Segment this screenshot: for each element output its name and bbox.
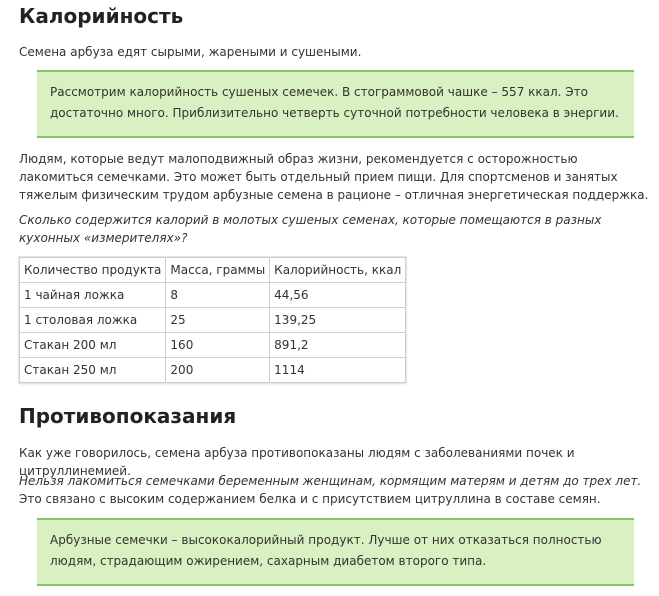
contraindications-note-box <box>37 518 634 586</box>
calories-note-text: Рассмотрим калорийность сушеных семечек. В стограммовой чашке – 557 ккал. Это достаточно много. Приблизительно четверть суточной потребности человека в энергии. <box>50 85 619 120</box>
table-row <box>20 358 406 383</box>
calories-intro: Семена арбуза едят сырыми, жареными и сушеными. <box>19 45 362 59</box>
table-row <box>20 308 406 333</box>
section-title-contraindications: Противопоказания <box>19 404 237 428</box>
calories-table <box>19 257 406 383</box>
table-cell: Стакан 250 мл <box>20 358 166 383</box>
table-cell: 200 <box>166 358 270 383</box>
table-cell: 139,25 <box>270 308 406 333</box>
calories-question: Сколько содержится калорий в молотых сушеных семенах, которые помещаются в разных кухонных «измерителях»? <box>19 213 602 245</box>
table-cell: 891,2 <box>270 333 406 358</box>
table-header-cell: Масса, граммы <box>166 258 270 283</box>
calories-paragraph: Людям, которые ведут малоподвижный образ жизни, рекомендуется с осторожностью лакомиться семечками. Это может быть отдельный прием пищи. Для спортсменов и занятых тяжелым физическим трудом арбузные семена в рационе – отличная энергетическая поддержка. <box>19 152 649 202</box>
table-cell: Стакан 200 мл <box>20 333 166 358</box>
table-cell: 8 <box>166 283 270 308</box>
table-row <box>20 283 406 308</box>
table-header-row <box>20 258 406 283</box>
contraindications-italic-text: Нельзя лакомиться семечками беременным женщинам, кормящим матерям и детям до трех лет. <box>19 474 642 488</box>
table-cell: 1 столовая ложка <box>20 308 166 333</box>
table-cell: 1114 <box>270 358 406 383</box>
contraindications-paragraph <box>19 472 649 508</box>
section-title-calories: Калорийность <box>19 4 184 28</box>
table-cell: 160 <box>166 333 270 358</box>
table-header-cell: Калорийность, ккал <box>270 258 406 283</box>
contraindications-intro: Как уже говорилось, семена арбуза противопоказаны людям с заболеваниями почек и цитруллинемией. <box>19 446 575 478</box>
table-row <box>20 333 406 358</box>
contraindications-rest-text: Это связано с высоким содержанием белка и с присутствием цитруллина в составе семян. <box>19 492 601 506</box>
table-cell: 44,56 <box>270 283 406 308</box>
table-header-cell: Количество продукта <box>20 258 166 283</box>
calories-note-box <box>37 70 634 138</box>
table-cell: 1 чайная ложка <box>20 283 166 308</box>
contraindications-note-text: Арбузные семечки – высококалорийный продукт. Лучше от них отказаться полностью людям, страдающим ожирением, сахарным диабетом второго типа. <box>50 533 602 568</box>
table-cell: 25 <box>166 308 270 333</box>
